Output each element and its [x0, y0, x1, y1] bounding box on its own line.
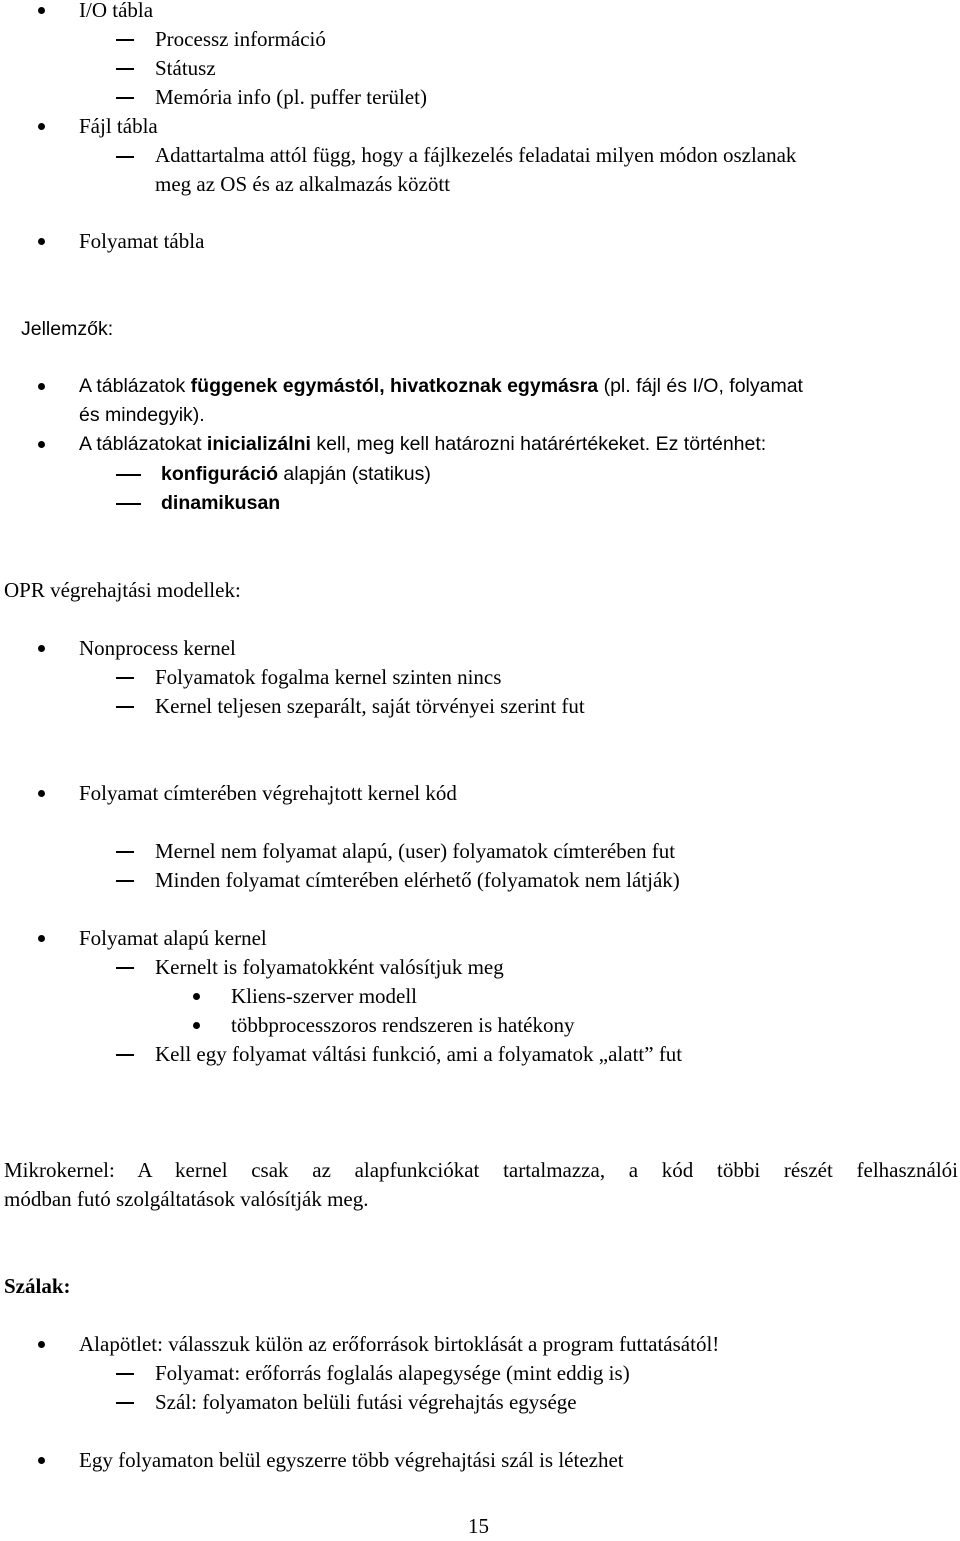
bullet-icon	[38, 7, 45, 14]
dash-icon	[116, 97, 134, 99]
bullet-icon	[38, 238, 45, 245]
heading-text: Szálak:	[4, 1274, 71, 1298]
list-item: I/O tábla	[79, 0, 154, 22]
list-item: és mindegyik).	[79, 404, 205, 426]
bullet-icon	[38, 1457, 45, 1464]
list-item: Kernelt is folyamatokként valósítjuk meg	[155, 955, 504, 979]
list-item: Státusz	[155, 56, 216, 80]
list-item: Folyamat alapú kernel	[79, 926, 267, 950]
emphasis: konfiguráció	[161, 463, 279, 485]
dash-icon	[116, 1373, 134, 1375]
section-heading: Jellemzők:	[21, 318, 114, 340]
list-item: Alapötlet: válasszuk külön az erőforrások birtoklását a program futtatásától!	[79, 1332, 720, 1356]
list-item: Kliens-szerver modell	[231, 984, 418, 1008]
paragraph-line: Mikrokernel: A kernel csak az alapfunkciókat tartalmazza, a kód többi részét felhasználói	[4, 1158, 958, 1182]
bullet-icon	[38, 383, 45, 390]
dash-icon	[116, 706, 134, 708]
list-item: Folyamat tábla	[79, 229, 205, 253]
list-item: meg az OS és az alkalmazás között	[155, 172, 451, 196]
list-item: Folyamat címterében végrehajtott kernel kód	[79, 781, 457, 805]
list-item: Memória info (pl. puffer terület)	[155, 85, 427, 109]
dash-icon	[116, 503, 141, 505]
emphasis: inicializálni	[206, 433, 311, 455]
list-item: Minden folyamat címterében elérhető (folyamatok nem látják)	[155, 868, 680, 892]
dash-icon	[116, 39, 134, 41]
bullet-icon	[193, 1022, 200, 1029]
section-heading: OPR végrehajtási modellek:	[4, 578, 241, 602]
paragraph-line: módban futó szolgáltatások valósítják meg.	[4, 1187, 369, 1211]
list-item: Kernel teljesen szeparált, saját törvényei szerint fut	[155, 694, 585, 718]
list-item: Egy folyamaton belül egyszerre több végrehajtási szál is létezhet	[79, 1448, 624, 1472]
list-item	[79, 372, 803, 401]
list-item: Mernel nem folyamat alapú, (user) folyamatok címterében fut	[155, 839, 676, 863]
list-item: Folyamatok fogalma kernel szinten nincs	[155, 665, 502, 689]
list-item	[79, 430, 766, 459]
dash-icon	[116, 677, 134, 679]
text: kell, meg kell határozni határértékeket. Ez történhet:	[310, 433, 767, 455]
bullet-icon	[38, 935, 45, 942]
dash-icon	[116, 156, 134, 158]
dash-icon	[116, 851, 134, 853]
text: alapján (statikus)	[278, 463, 431, 485]
dash-icon	[116, 967, 134, 969]
dash-icon	[116, 68, 134, 70]
list-item: Folyamat: erőforrás foglalás alapegysége (mint eddig is)	[155, 1361, 630, 1385]
list-item: Kell egy folyamat váltási funkció, ami a folyamatok „alatt” fut	[155, 1042, 683, 1066]
dash-icon	[116, 474, 141, 476]
list-item: Adattartalma attól függ, hogy a fájlkezelés feladatai milyen módon oszlanak	[155, 143, 797, 167]
emphasis: dinamikusan	[161, 492, 281, 514]
emphasis: függenek egymástól, hivatkoznak egymásra	[190, 375, 599, 397]
bullet-icon	[38, 790, 45, 797]
bullet-icon	[38, 441, 45, 448]
bullet-icon	[38, 123, 45, 130]
text: A táblázatokat	[79, 433, 207, 455]
bullet-icon	[38, 645, 45, 652]
bullet-icon	[193, 993, 200, 1000]
list-item: Nonprocess kernel	[79, 636, 236, 660]
page-number: 15	[468, 1514, 489, 1538]
dash-icon	[116, 880, 134, 882]
list-item: Fájl tábla	[79, 114, 158, 138]
list-item: többprocesszoros rendszeren is hatékony	[231, 1013, 575, 1037]
section-heading	[4, 1272, 71, 1301]
text: (pl. fájl és I/O, folyamat	[598, 375, 803, 397]
list-item	[161, 460, 431, 489]
text: A táblázatok	[79, 375, 191, 397]
dash-icon	[116, 1402, 134, 1404]
list-item	[161, 489, 280, 518]
list-item: Szál: folyamaton belüli futási végrehajtás egysége	[155, 1390, 577, 1414]
list-item: Processz információ	[155, 27, 326, 51]
bullet-icon	[38, 1341, 45, 1348]
dash-icon	[116, 1054, 134, 1056]
